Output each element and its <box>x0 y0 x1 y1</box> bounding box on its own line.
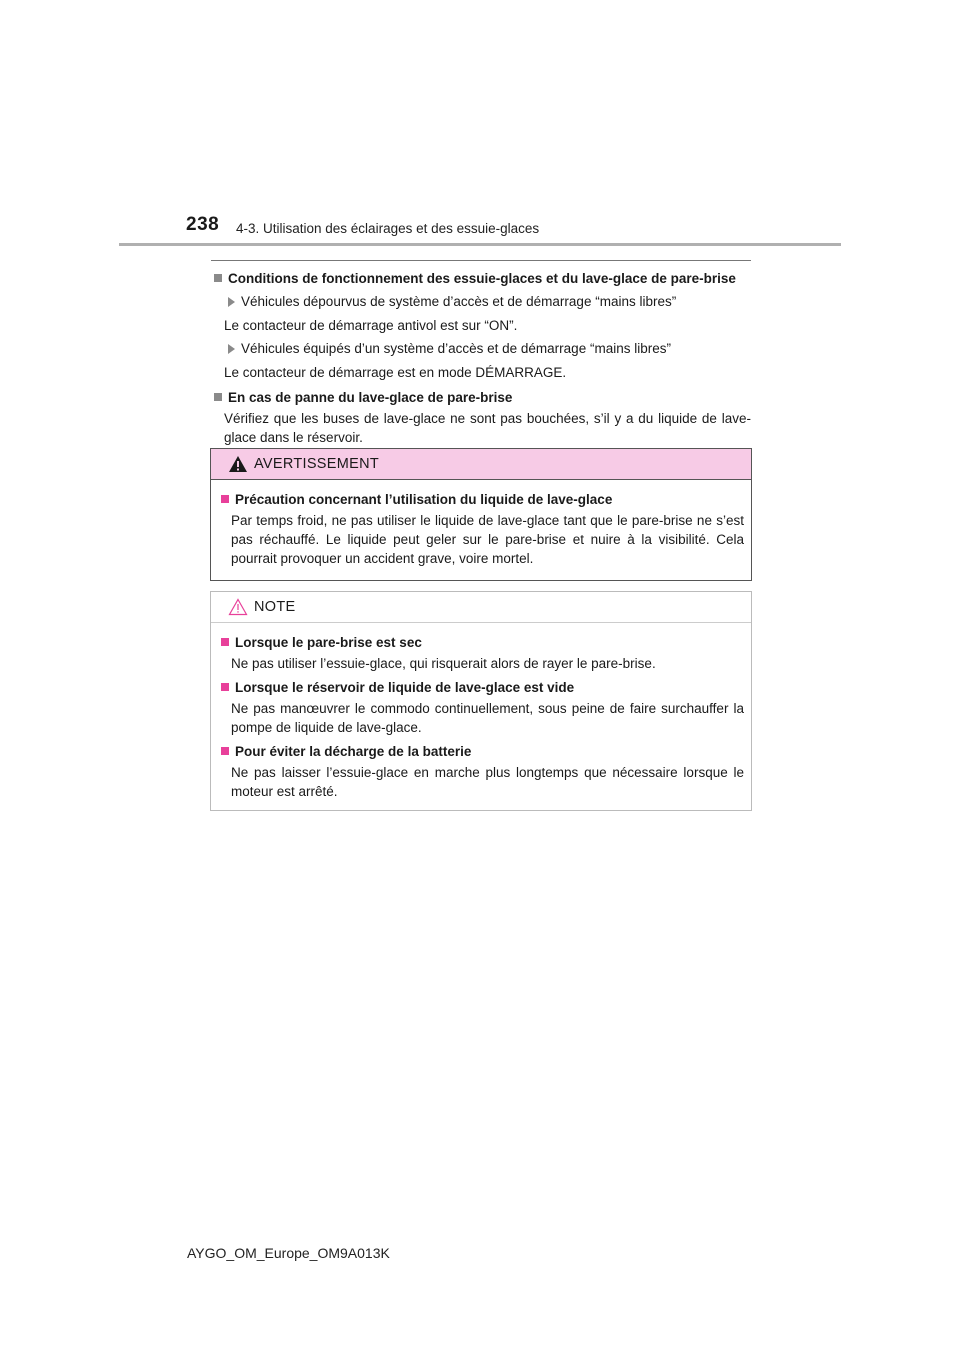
paragraph: Le contacteur de démarrage antivol est sur “ON”. <box>224 318 518 333</box>
note-label: NOTE <box>254 599 296 615</box>
note-item-heading <box>218 678 744 697</box>
sub-condition <box>228 339 751 358</box>
warning-label: AVERTISSEMENT <box>254 456 380 472</box>
paragraph: Vérifiez que les buses de lave-glace ne sont pas bouchées, s’il y a du liquide de lave-glace dans le réservoir. <box>224 411 751 445</box>
caution-triangle-icon <box>228 598 248 616</box>
warning-header <box>211 449 751 480</box>
note-item-text: Ne pas utiliser l’essuie-glace, qui risquerait alors de rayer le pare-brise. <box>231 656 656 671</box>
section-title: 4-3. Utilisation des éclairages et des essuie-glaces <box>236 221 540 236</box>
square-bullet-icon <box>221 638 229 646</box>
note-item-text: Ne pas manœuvrer le commodo continuellement, sous peine de faire surchauffer la pompe de liquide de lave-glace. <box>231 701 744 735</box>
footer-doc-id: AYGO_OM_Europe_OM9A013K <box>187 1245 390 1261</box>
sub-condition <box>228 292 751 311</box>
main-content <box>211 260 751 447</box>
warning-item-heading <box>218 490 744 509</box>
section-heading <box>211 388 751 407</box>
triangle-right-icon <box>228 297 235 307</box>
note-item-text: Ne pas laisser l’essuie-glace en marche plus longtemps que nécessaire lorsque le moteur est arrêté. <box>231 765 744 799</box>
square-bullet-icon <box>221 495 229 503</box>
sub-condition-text: Véhicules dépourvus de système d’accès et de démarrage “mains libres” <box>241 294 677 309</box>
content-divider <box>211 260 751 261</box>
note-item-heading <box>218 742 744 761</box>
warning-item-text: Par temps froid, ne pas utiliser le liquide de lave-glace tant que le pare-brise ne s’est pas réchauffé. Le liquide peut geler sur le pare-brise et nuire à la visibilité. Cela pourrait provoquer un accident grave, voire mortel. <box>231 513 744 566</box>
warning-triangle-icon <box>228 455 248 473</box>
page-number: 238 <box>186 214 220 235</box>
warning-body <box>211 480 751 568</box>
warning-box <box>210 448 752 581</box>
sub-condition-text: Véhicules équipés d’un système d’accès et de démarrage “mains libres” <box>241 341 671 356</box>
note-header <box>211 592 751 623</box>
note-item-title: Pour éviter la décharge de la batterie <box>235 744 472 759</box>
section-heading-text: Conditions de fonctionnement des essuie-glaces et du lave-glace de pare-brise <box>228 271 736 286</box>
triangle-right-icon <box>228 344 235 354</box>
header-divider <box>119 243 841 246</box>
note-item-heading <box>218 633 744 652</box>
square-bullet-icon <box>221 747 229 755</box>
section-heading-text: En cas de panne du lave-glace de pare-brise <box>228 390 513 405</box>
note-item-title: Lorsque le réservoir de liquide de lave-glace est vide <box>235 680 575 695</box>
note-body <box>211 623 751 801</box>
note-box <box>210 591 752 811</box>
square-bullet-icon <box>214 274 222 282</box>
paragraph: Le contacteur de démarrage est en mode DÉMARRAGE. <box>224 365 567 380</box>
warning-item-title: Précaution concernant l’utilisation du liquide de lave-glace <box>235 492 613 507</box>
square-bullet-icon <box>214 393 222 401</box>
note-item-title: Lorsque le pare-brise est sec <box>235 635 422 650</box>
section-heading <box>211 269 751 288</box>
page-header <box>0 0 960 250</box>
square-bullet-icon <box>221 683 229 691</box>
